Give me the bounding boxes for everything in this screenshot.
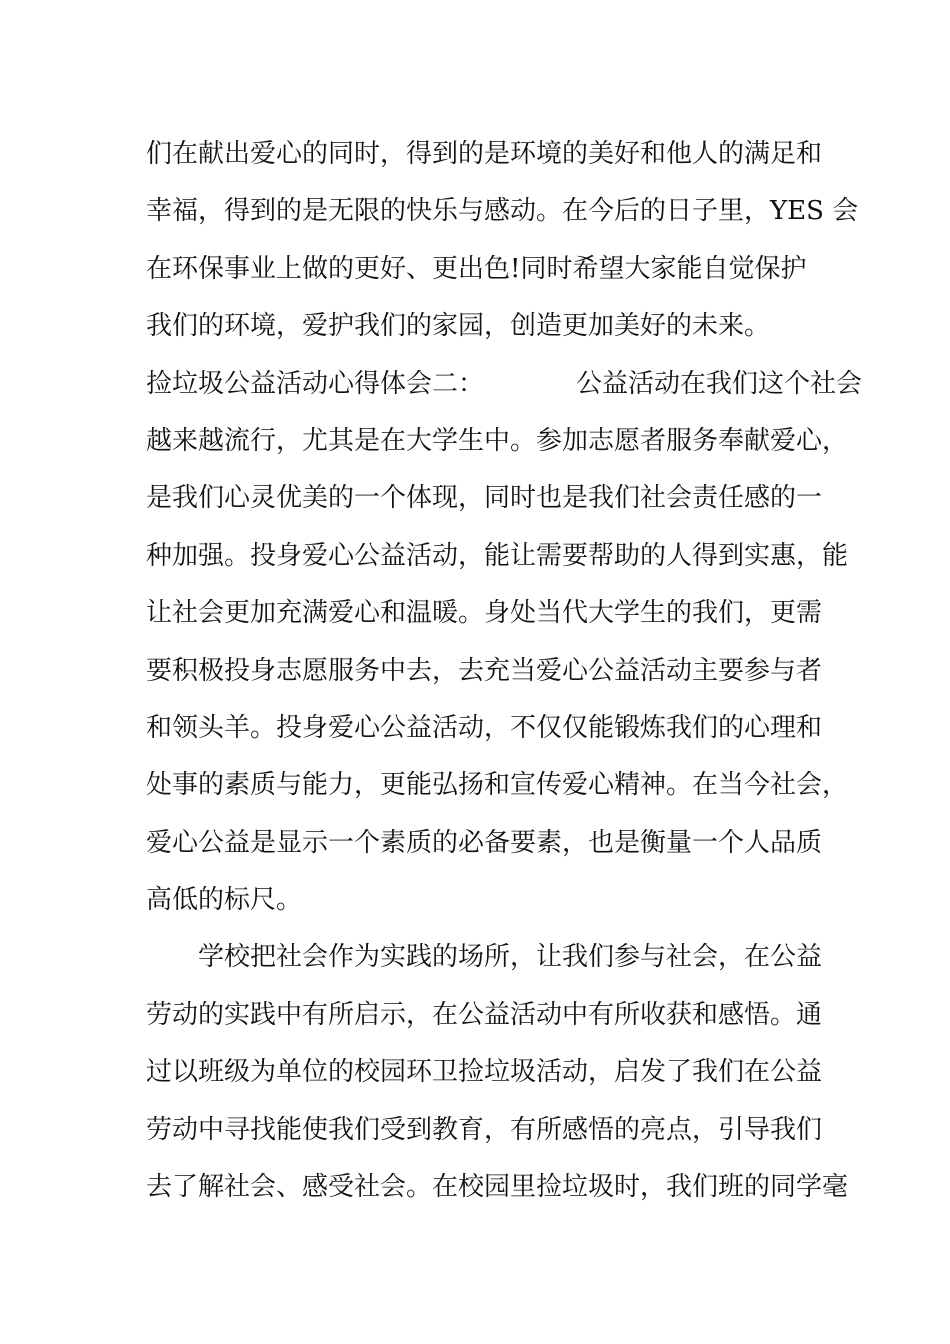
paragraph-line: 学校把社会作为实践的场所，让我们参与社会，在公益 <box>146 942 823 973</box>
paragraph-line: 要积极投身志愿服务中去，去充当爱心公益活动主要参与者 <box>146 655 823 686</box>
paragraph-line: 和领头羊。投身爱心公益活动，不仅仅能锻炼我们的心理和 <box>146 712 823 743</box>
paragraph-line: 幸福，得到的是无限的快乐与感动。在今后的日子里，YES 会 <box>146 196 859 227</box>
paragraph-line: 在环保事业上做的更好、更出色!同时希望大家能自觉保护 <box>146 253 807 284</box>
document-body <box>146 126 863 1216</box>
section-heading-line <box>146 356 863 413</box>
paragraph-line: 爱心公益是显示一个素质的必备要素，也是衡量一个人品质 <box>146 827 823 858</box>
section-heading: 捡垃圾公益活动心得体会二： <box>146 368 485 399</box>
paragraph-line: 过以班级为单位的校园环卫捡垃圾活动，启发了我们在公益 <box>146 1057 823 1088</box>
paragraph-line: 种加强。投身爱心公益活动，能让需要帮助的人得到实惠，能 <box>146 540 849 571</box>
paragraph-line: 劳动中寻找能使我们受到教育，有所感悟的亮点，引导我们 <box>146 1114 823 1145</box>
paragraph-line: 处事的素质与能力，更能弘扬和宣传爱心精神。在当今社会， <box>146 770 849 801</box>
paragraph-line: 劳动的实践中有所启示，在公益活动中有所收获和感悟。通 <box>146 999 823 1030</box>
paragraph-line: 越来越流行，尤其是在大学生中。参加志愿者服务奉献爱心， <box>146 425 849 456</box>
paragraph-line: 是我们心灵优美的一个体现，同时也是我们社会责任感的一 <box>146 483 823 514</box>
section-intro-text: 公益活动在我们这个社会 <box>576 368 863 399</box>
paragraph-line: 去了解社会、感受社会。在校园里捡垃圾时，我们班的同学毫 <box>146 1172 849 1203</box>
paragraph-line: 们在献出爱心的同时，得到的是环境的美好和他人的满足和 <box>146 139 823 169</box>
paragraph-line: 我们的环境，爱护我们的家园，创造更加美好的未来。 <box>146 311 771 342</box>
paragraph-line: 高低的标尺。 <box>146 885 303 916</box>
paragraph-line: 让社会更加充满爱心和温暖。身处当代大学生的我们，更需 <box>146 598 823 629</box>
